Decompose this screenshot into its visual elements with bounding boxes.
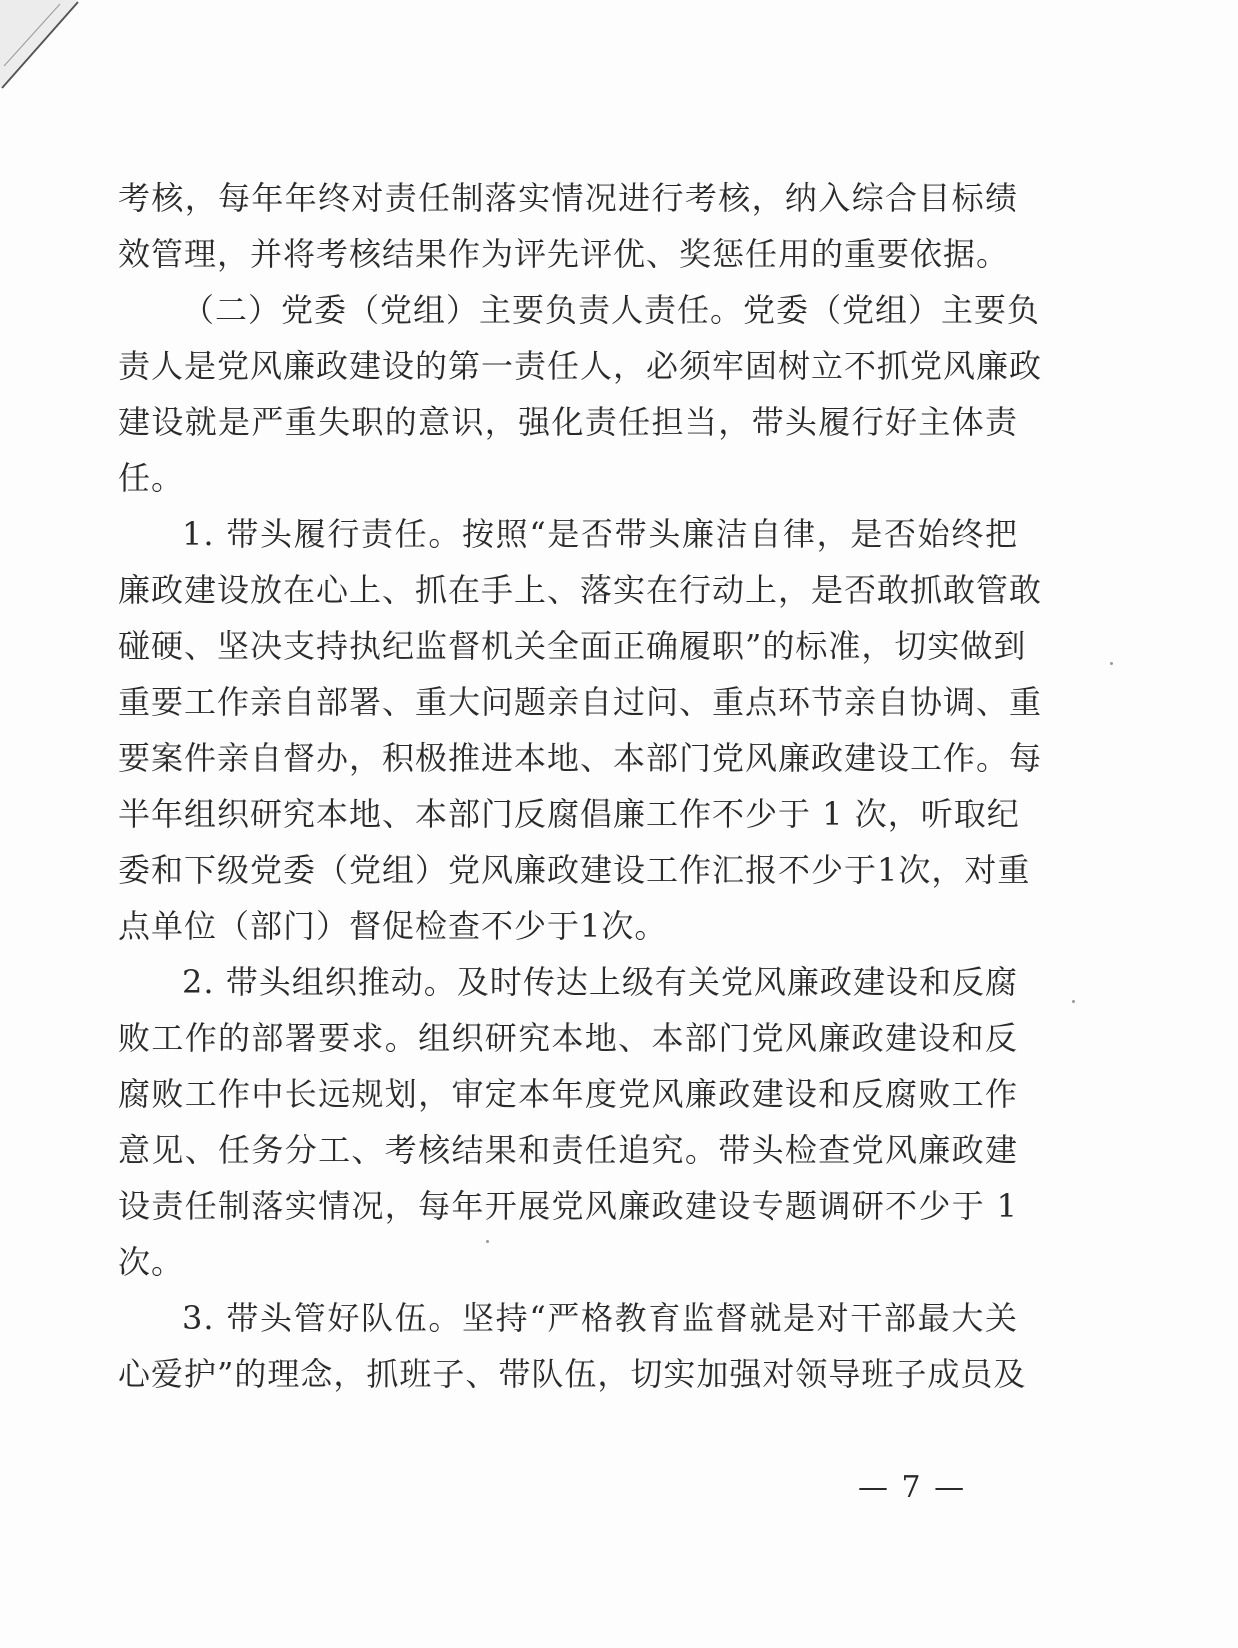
scan-speck [1110, 662, 1113, 665]
text-line: 任。 [118, 459, 185, 497]
scan-corner-fold [0, 0, 90, 95]
text-line: 腐败工作中长远规划，审定本年度党风廉政建设和反腐败工作 [118, 1075, 1018, 1113]
text-line: 建设就是严重失职的意识，强化责任担当，带头履行好主体责 [118, 403, 1018, 441]
text-line: 次。 [118, 1243, 185, 1281]
text-line: 3. 带头管好队伍。坚持“严格教育监督就是对干部最大关 [182, 1299, 1018, 1337]
text-line: 委和下级党委（党组）党风廉政建设工作汇报不少于1次，对重 [118, 851, 1031, 889]
text-line: 重要工作亲自部署、重大问题亲自过问、重点环节亲自协调、重 [118, 683, 1043, 721]
text-line: 意见、任务分工、考核结果和责任追究。带头检查党风廉政建 [118, 1131, 1018, 1169]
text-line: 要案件亲自督办，积极推进本地、本部门党风廉政建设工作。每 [118, 739, 1043, 777]
text-line: 2. 带头组织推动。及时传达上级有关党风廉政建设和反腐 [182, 963, 1018, 1001]
text-line: 心爱护”的理念，抓班子、带队伍，切实加强对领导班子成员及 [118, 1355, 1027, 1393]
text-line: 考核，每年年终对责任制落实情况进行考核，纳入综合目标绩 [118, 179, 1018, 217]
page-number: — 7 — [858, 1470, 967, 1505]
text-line: 责人是党风廉政建设的第一责任人，必须牢固树立不抓党风廉政 [118, 347, 1043, 385]
text-line: 效管理，并将考核结果作为评先评优、奖惩任用的重要依据。 [118, 235, 1010, 273]
text-line: 点单位（部门）督促检查不少于1次。 [118, 907, 668, 945]
text-line: 1. 带头履行责任。按照“是否带头廉洁自律，是否始终把 [182, 515, 1018, 553]
text-line: （二）党委（党组）主要负责人责任。党委（党组）主要负 [182, 291, 1041, 329]
text-line: 廉政建设放在心上、抓在手上、落实在行动上，是否敢抓敢管敢 [118, 571, 1043, 609]
text-line: 半年组织研究本地、本部门反腐倡廉工作不少于 1 次，听取纪 [118, 795, 1020, 833]
scan-speck [1072, 1000, 1075, 1003]
text-line: 设责任制落实情况，每年开展党风廉政建设专题调研不少于 1 [118, 1187, 1018, 1225]
text-line: 碰硬、坚决支持执纪监督机关全面正确履职”的标准，切实做到 [118, 627, 1027, 665]
text-line: 败工作的部署要求。组织研究本地、本部门党风廉政建设和反 [118, 1019, 1018, 1057]
document-body [118, 170, 1043, 1402]
